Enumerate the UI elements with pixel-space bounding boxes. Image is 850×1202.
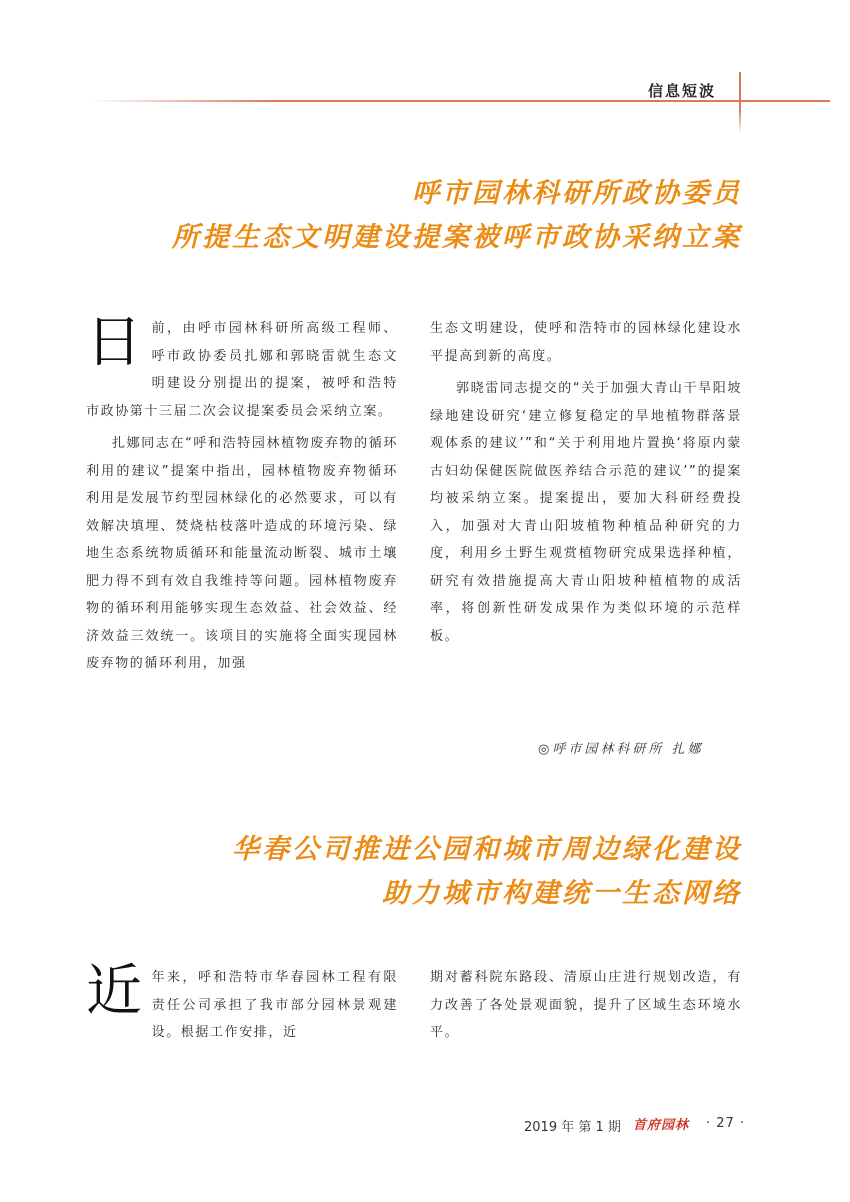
article2-paragraph-2: 期对蓄科院东路段、清原山庄进行规划改造，有力改善了各处景观面貌，提升了区域生态环境水平。 bbox=[430, 970, 742, 1040]
article2-paragraph-1-text: 年来，呼和浩特市华春园林工程有限责任公司承担了我市部分园林景观建设。根据工作安排，近 bbox=[151, 970, 398, 1040]
article1-paragraph-3: 生态文明建设，使呼和浩特市的园林绿化建设水平提高到新的高度。 bbox=[430, 321, 742, 364]
article2-title-line2: 助力城市构建统一生态网络 bbox=[382, 878, 742, 909]
drop-cap: 日 bbox=[86, 310, 144, 375]
article2-paragraph-1 bbox=[86, 959, 398, 1047]
article1-paragraph-2: 扎娜同志在“呼和浩特园林植物废弃物的循环利用的建议”提案中指出，园林植物废弃物循环利用是发展节约型园林绿化的必然要求，可以有效解决填埋、焚烧枯枝落叶造成的环境污染、绿地生态系统物质循环和能量流动断裂、城市土壤肥力得不到有效自我维持等问题。园林植物废弃物的循环利用能够实现生态效益、社会效益、经济效益三效统一。该项目的实施将全面实现园林废弃物的循环利用，加强 bbox=[86, 436, 398, 671]
article1-left-column bbox=[86, 310, 398, 678]
header-vertical-rule bbox=[739, 72, 741, 134]
article1-title bbox=[172, 172, 742, 260]
section-tag: 信息短波 bbox=[648, 82, 717, 100]
magazine-logo: 首府园林 bbox=[633, 1118, 690, 1133]
article2-left-column bbox=[86, 959, 398, 1047]
article2-title-line1: 华春公司推进公园和城市周边绿化建设 bbox=[232, 834, 742, 865]
article1-right-column bbox=[430, 315, 742, 650]
article1-paragraph-1 bbox=[86, 310, 398, 425]
article1-paragraph-1-text: 前，由呼市园林科研所高级工程师、呼市政协委员扎娜和郭晓雷就生态文明建设分别提出的提案，被呼和浩特市政协第十三届二次会议提案委员会采纳立案。 bbox=[86, 321, 398, 419]
article1-byline: ◎呼市园林科研所 扎娜 bbox=[538, 742, 704, 757]
page-number: · 27 · bbox=[706, 1116, 746, 1131]
header-rule bbox=[90, 100, 830, 102]
article2-title bbox=[232, 828, 742, 916]
article2-right-column bbox=[430, 964, 742, 1047]
article1-title-line1: 呼市园林科研所政协委员 bbox=[412, 178, 742, 209]
article1-title-line2: 所提生态文明建设提案被呼市政协采纳立案 bbox=[172, 222, 742, 253]
issue-label: 2019 年 第 1 期 bbox=[524, 1120, 621, 1135]
drop-cap: 近 bbox=[86, 959, 144, 1024]
article1-paragraph-4: 郭晓雷同志提交的“关于加强大青山干旱阳坡绿地建设研究‘建立修复稳定的旱地植物群落景观体系的建议’”和“关于利用地片置换‘将原内蒙古妇幼保健医院做医养结合示范的建议’”的提案均被采纳立案。提案提出，要加大科研经费投入，加强对大青山阳坡植物种植品种研究的力度，利用乡土野生观赏植物研究成果选择种植，研究有效措施提高大青山阳坡种植植物的成活率，将创新性研发成果作为类似环境的示范样板。 bbox=[430, 381, 742, 644]
